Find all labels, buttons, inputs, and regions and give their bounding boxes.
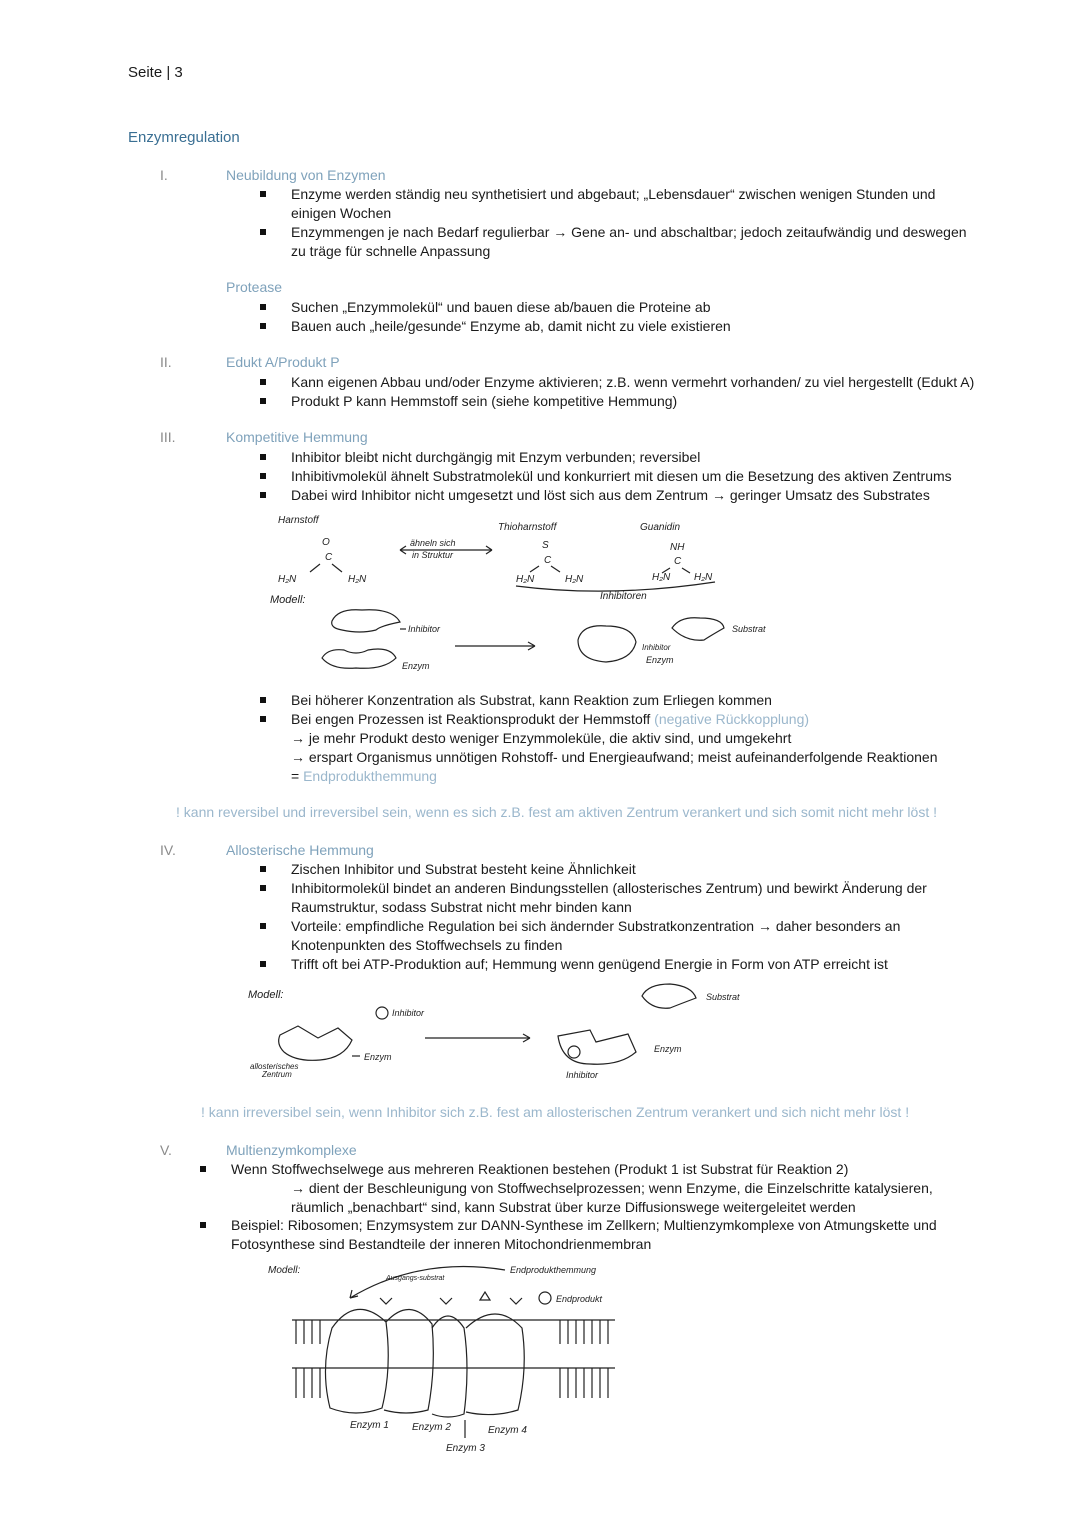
bound-inhibitor-circle bbox=[568, 1046, 580, 1058]
arrow-icon bbox=[425, 1034, 530, 1042]
model-label: Modell: bbox=[248, 989, 284, 1001]
enzyme-label-2: Enzym bbox=[654, 1044, 682, 1054]
enzyme-3-label: Enzym 3 bbox=[446, 1443, 485, 1454]
feedback-term: = Endprodukthemmung bbox=[291, 768, 437, 784]
enzyme-label: Enzym bbox=[364, 1052, 392, 1062]
harnstoff-carbon: C bbox=[325, 552, 333, 563]
enzyme-1-shape bbox=[325, 1309, 388, 1413]
similar-label-2: in Struktur bbox=[412, 550, 454, 560]
model-label: Modell: bbox=[270, 594, 306, 606]
inhibitor-label-2: Inhibitor bbox=[566, 1070, 599, 1080]
competitive-inhibition-figure bbox=[260, 508, 820, 688]
section-4-list bbox=[256, 860, 927, 974]
enzyme-label: Enzym bbox=[402, 661, 430, 671]
membrane-line bbox=[292, 1320, 615, 1368]
page-number: Seite | 3 bbox=[128, 64, 183, 81]
enzyme-2-label: Enzym 2 bbox=[412, 1422, 451, 1433]
substrate-shape bbox=[672, 618, 724, 641]
similar-label-1: ähneln sich bbox=[410, 538, 456, 548]
model-label: Modell: bbox=[268, 1265, 301, 1276]
feedback-consequence-2: → erspart Organismus unnötigen Rohstoff- und Energieaufwand; meist aufeinanderfolgende Reaktionen bbox=[291, 749, 938, 765]
list-item: Zischen Inhibitor und Substrat besteht keine Ähnlichkeit bbox=[256, 860, 927, 879]
multienzyme-complex-figure bbox=[260, 1258, 700, 1458]
section-4-note: ! kann irreversibel sein, wenn Inhibitor sich z.B. fest am allosterischen Zentrum verankert und sich nicht mehr löst ! bbox=[201, 1104, 910, 1120]
thioharnstoff-label: Thioharnstoff bbox=[498, 522, 557, 533]
enzyme-2-shape bbox=[384, 1309, 433, 1413]
section-3-note: ! kann reversibel und irreversibel sein, wenn es sich z.B. fest am aktiven Zentrum verankert und sich somit nicht mehr löst ! bbox=[176, 804, 937, 820]
substrate-label: Substrat bbox=[732, 624, 766, 634]
list-item: Bei höherer Konzentration als Substrat, kann Reaktion zum Erliegen kommen bbox=[256, 691, 809, 710]
section-3-list-2 bbox=[256, 691, 809, 729]
list-item: Kann eigenen Abbau und/oder Enzyme aktivieren; z.B. wenn vermehrt vorhanden/ zu viel hergestellt (Edukt A) bbox=[256, 373, 974, 392]
allosteric-label-1: allosterisches bbox=[250, 1062, 299, 1071]
section-3-list bbox=[256, 448, 952, 505]
thio-sulfur: S bbox=[542, 540, 549, 551]
section-4-number: IV. bbox=[160, 842, 176, 858]
list-item: Wenn Stoffwechselwege aus mehreren Reaktionen bestehen (Produkt 1 ist Substrat für Reaktion 2) bbox=[196, 1160, 848, 1179]
thio-nh2-right: H₂N bbox=[565, 574, 584, 585]
enzyme-4-shape bbox=[466, 1314, 524, 1415]
enzyme-shape bbox=[322, 649, 396, 668]
thio-bonds bbox=[530, 566, 560, 572]
section-3-number: III. bbox=[160, 429, 176, 445]
harnstoff-oxygen: O bbox=[322, 537, 330, 548]
list-item: Enzymmengen je nach Bedarf regulierbar → Gene an- und abschaltbar; jedoch zeitaufwändig und deswegen zu träge für schnelle Anpassung bbox=[256, 223, 967, 261]
lipid-tails bbox=[296, 1320, 608, 1344]
end-product-label: Endprodukt bbox=[556, 1294, 603, 1304]
protease-heading: Protease bbox=[226, 279, 283, 295]
list-item: Bei engen Prozessen ist Reaktionsprodukt der Hemmstoff (negative Rückkopplung) bbox=[256, 710, 809, 729]
end-product-circle bbox=[539, 1292, 551, 1304]
guanidin-nh2-left: H₂N bbox=[652, 572, 671, 583]
arrow-icon bbox=[455, 642, 535, 650]
substrate-label: Substrat bbox=[706, 992, 740, 1002]
inhibitor-label: Inhibitor bbox=[392, 1008, 425, 1018]
allosteric-inhibition-figure bbox=[240, 980, 800, 1085]
membrane-top bbox=[292, 1320, 615, 1398]
enzyme-shape bbox=[279, 1026, 352, 1060]
feedback-inhibition-label: Endprodukthemmung bbox=[510, 1265, 597, 1275]
enzyme-label-2: Enzym bbox=[646, 655, 674, 665]
list-item: Dabei wird Inhibitor nicht umgesetzt und löst sich aus dem Zentrum → geringer Umsatz des Substrates bbox=[256, 486, 952, 505]
list-item: Inhibitormolekül bindet an anderen Bindungsstellen (allosterisches Zentrum) und bewirkt Änderung der Raumstruktur, sodass Substrat nicht mehr binden kann bbox=[256, 879, 927, 917]
section-4-heading: Allosterische Hemmung bbox=[226, 842, 374, 858]
list-item: Suchen „Enzymmolekül“ und bauen diese ab/bauen die Proteine ab bbox=[256, 298, 731, 317]
enzyme-1-label: Enzym 1 bbox=[350, 1420, 389, 1431]
substrate-shape bbox=[642, 984, 696, 1008]
list-item: Enzyme werden ständig neu synthetisiert und abgebaut; „Lebensdauer“ zwischen wenigen Stunden und einigen Wochen bbox=[256, 185, 967, 223]
guanidin-carbon: C bbox=[674, 556, 682, 567]
inhibitor-shape bbox=[332, 610, 400, 632]
inhibitors-brace bbox=[516, 582, 715, 591]
harnstoff-bonds bbox=[310, 564, 342, 572]
inhibitor-label: Inhibitor bbox=[408, 624, 441, 634]
section-1-heading: Neubildung von Enzymen bbox=[226, 167, 386, 183]
guanidin-nh2-right: H₂N bbox=[694, 572, 713, 583]
list-item: Trifft oft bei ATP-Produktion auf; Hemmung wenn genügend Energie in Form von ATP erreicht ist bbox=[256, 955, 927, 974]
enzyme-3-shape bbox=[432, 1316, 467, 1417]
harnstoff-label: Harnstoff bbox=[278, 515, 319, 526]
feedback-consequence-1: → je mehr Produkt desto weniger Enzymmoleküle, die aktiv sind, und umgekehrt bbox=[291, 730, 792, 746]
enzyme-4-label: Enzym 4 bbox=[488, 1425, 527, 1436]
inhibitor-circle bbox=[376, 1007, 388, 1019]
section-5-list-2 bbox=[196, 1216, 937, 1254]
guanidin-label: Guanidin bbox=[640, 522, 681, 533]
guanidin-nh: NH bbox=[670, 542, 685, 553]
section-5-consequence-1: → dient der Beschleunigung von Stoffwechselprozessen; wenn Enzyme, die Einzelschritte katalysieren, bbox=[291, 1180, 933, 1196]
inhibitoren-label: Inhibitoren bbox=[600, 591, 647, 602]
section-5-heading: Multienzymkomplexe bbox=[226, 1142, 357, 1158]
section-5-list bbox=[196, 1160, 848, 1179]
list-item: Bauen auch „heile/gesunde“ Enzyme ab, damit nicht zu viele existieren bbox=[256, 317, 731, 336]
section-1-list bbox=[256, 185, 967, 261]
enzyme-inhibitor-complex bbox=[578, 626, 636, 662]
harnstoff-nh2-left: H₂N bbox=[278, 574, 297, 585]
section-5-number: V. bbox=[160, 1142, 172, 1158]
section-1-number: I. bbox=[160, 167, 168, 183]
section-2-list bbox=[256, 373, 974, 411]
page-title: Enzymregulation bbox=[128, 129, 240, 146]
allosteric-label-2: Zentrum bbox=[262, 1070, 292, 1079]
section-5-consequence-2: räumlich „benachbart“ sind, kann Substrat über kurze Diffusionswege weitergeleitet werden bbox=[291, 1199, 856, 1215]
section-2-heading: Edukt A/Produkt P bbox=[226, 354, 340, 370]
section-3-heading: Kompetitive Hemmung bbox=[226, 429, 368, 445]
protease-list bbox=[256, 298, 731, 336]
list-item: Produkt P kann Hemmstoff sein (siehe kompetitive Hemmung) bbox=[256, 392, 974, 411]
inhibitor-label-2: Inhibitor bbox=[642, 643, 671, 652]
section-2-number: II. bbox=[160, 354, 172, 370]
list-item: Inhibitor bleibt nicht durchgängig mit Enzym verbunden; reversibel bbox=[256, 448, 952, 467]
lipid-tails-lower bbox=[296, 1368, 608, 1398]
list-item: Beispiel: Ribosomen; Enzymsystem zur DANN-Synthese im Zellkern; Multienzymkomplexe von Atmungskette und Fotosynthese sind Bestandteile der inneren Mitochondrienmembran bbox=[196, 1216, 937, 1254]
thio-nh2-left: H₂N bbox=[516, 574, 535, 585]
list-item: Vorteile: empfindliche Regulation bei sich ändernder Substratkonzentration → daher besonders an Knotenpunkten des Stoffwechsels zu finden bbox=[256, 917, 927, 955]
harnstoff-nh2-right: H₂N bbox=[348, 574, 367, 585]
intermediate-shapes bbox=[380, 1292, 522, 1304]
list-item: Inhibitivmolekül ähnelt Substratmolekül und konkurriert mit diesen um die Besetzung des aktiven Zentrums bbox=[256, 467, 952, 486]
start-substrate-label: Ausgangs-substrat bbox=[386, 1275, 445, 1282]
thio-carbon: C bbox=[544, 555, 552, 566]
feedback-arrow-icon bbox=[350, 1267, 505, 1299]
